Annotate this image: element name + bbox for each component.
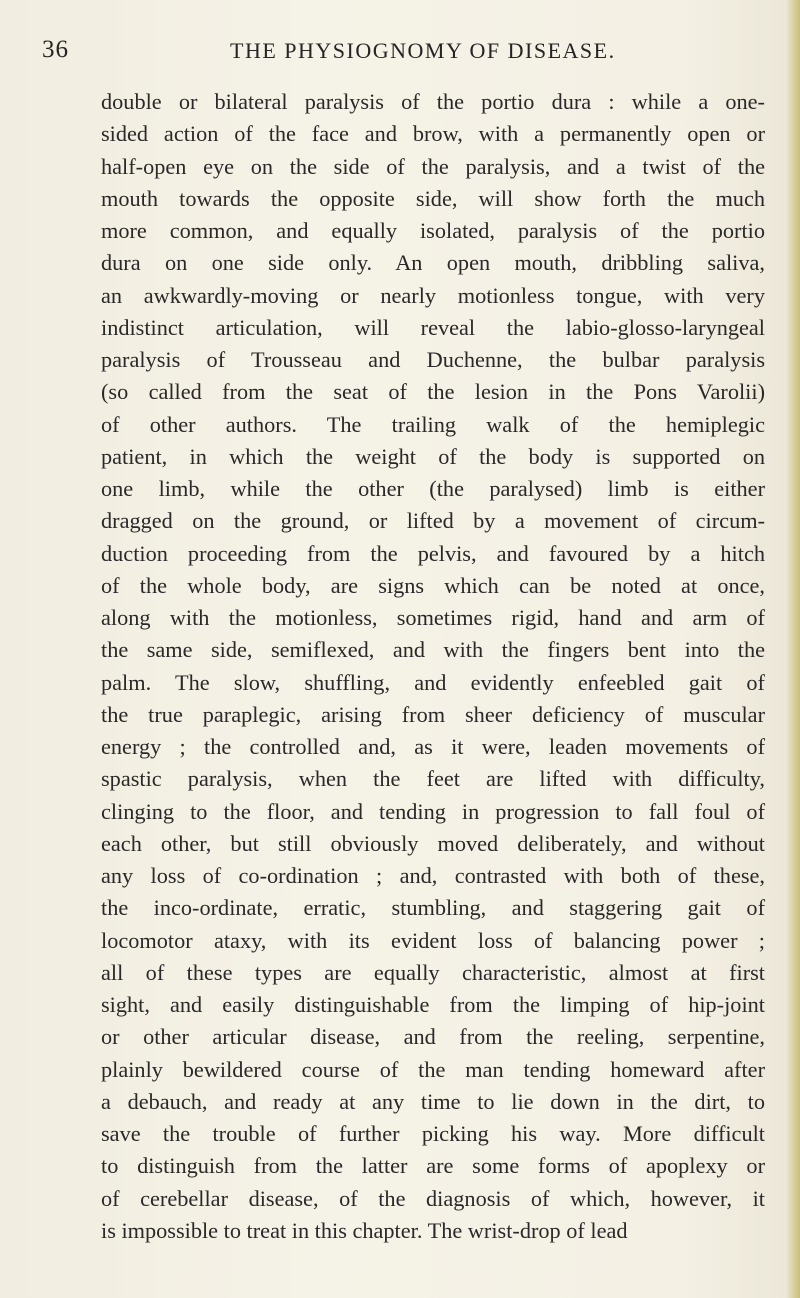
text-line: more common, and equally isolated, paralysis of the portio [101,218,765,243]
text-line: a debauch, and ready at any time to lie down in the dirt, to [101,1088,765,1114]
text-line: energy ; the controlled and, as it were, leaden movements of [101,734,765,759]
text-line: one limb, while the other (the paralysed) limb is either [101,476,765,501]
body-text [101,86,765,1247]
text-line: along with the motionless, sometimes rigid, hand and arm of [101,605,765,630]
text-line: locomotor ataxy, with its evident loss of balancing power ; [101,927,765,953]
text-line: dragged on the ground, or lifted by a movement of circum- [101,508,765,534]
text-line: sided action of the face and brow, with a permanently open or [101,121,765,147]
text-line: spastic paralysis, when the feet are lifted with difficulty, [101,766,765,792]
text-line: an awkwardly-moving or nearly motionless tongue, with very [101,282,765,308]
page-number: 36 [42,36,69,63]
page-header [42,36,762,76]
text-line: patient, in which the weight of the body is supported on [101,443,765,469]
text-line: of cerebellar disease, of the diagnosis of which, however, it [101,1185,765,1211]
text-line: paralysis of Trousseau and Duchenne, the bulbar paralysis [101,347,765,372]
text-line: the true paraplegic, arising from sheer deficiency of muscular [101,701,765,727]
text-line: the same side, semiflexed, and with the fingers bent into the [101,637,765,663]
text-line: of other authors. The trailing walk of the hemiplegic [101,411,765,437]
text-line: all of these types are equally characteristic, almost at first [101,959,765,985]
text-line: clinging to the floor, and tending in progression to fall foul of [101,798,765,824]
text-line: duction proceeding from the pelvis, and favoured by a hitch [101,540,765,566]
text-line: of the whole body, are signs which can be noted at once, [101,572,765,598]
text-line: mouth towards the opposite side, will show forth the much [101,185,765,211]
text-line: half-open eye on the side of the paralysis, and a twist of the [101,153,765,179]
text-line: is impossible to treat in this chapter. The wrist-drop of lead [101,1217,628,1243]
text-line: the inco-ordinate, erratic, stumbling, and staggering gait of [101,895,765,921]
text-line: each other, but still obviously moved deliberately, and without [101,830,765,856]
text-line: indistinct articulation, will reveal the labio-glosso-laryngeal [101,314,765,340]
text-line: dura on one side only. An open mouth, dribbling saliva, [101,250,765,276]
text-line: (so called from the seat of the lesion in the Pons Varolii) [101,379,765,405]
text-line: to distinguish from the latter are some forms of apoplexy or [101,1153,765,1179]
text-line: palm. The slow, shuffling, and evidently enfeebled gait of [101,669,765,695]
running-title: THE PHYSIOGNOMY OF DISEASE. [230,38,616,63]
text-line: or other articular disease, and from the reeling, serpentine, [101,1024,765,1050]
text-line: save the trouble of further picking his way. More difficult [101,1121,765,1146]
page-edge [786,0,800,1298]
text-line: any loss of co-ordination ; and, contrasted with both of these, [101,863,765,888]
text-line: plainly bewildered course of the man tending homeward after [101,1056,765,1082]
text-line: sight, and easily distinguishable from the limping of hip-joint [101,992,765,1017]
text-line: double or bilateral paralysis of the portio dura : while a one- [101,89,765,114]
